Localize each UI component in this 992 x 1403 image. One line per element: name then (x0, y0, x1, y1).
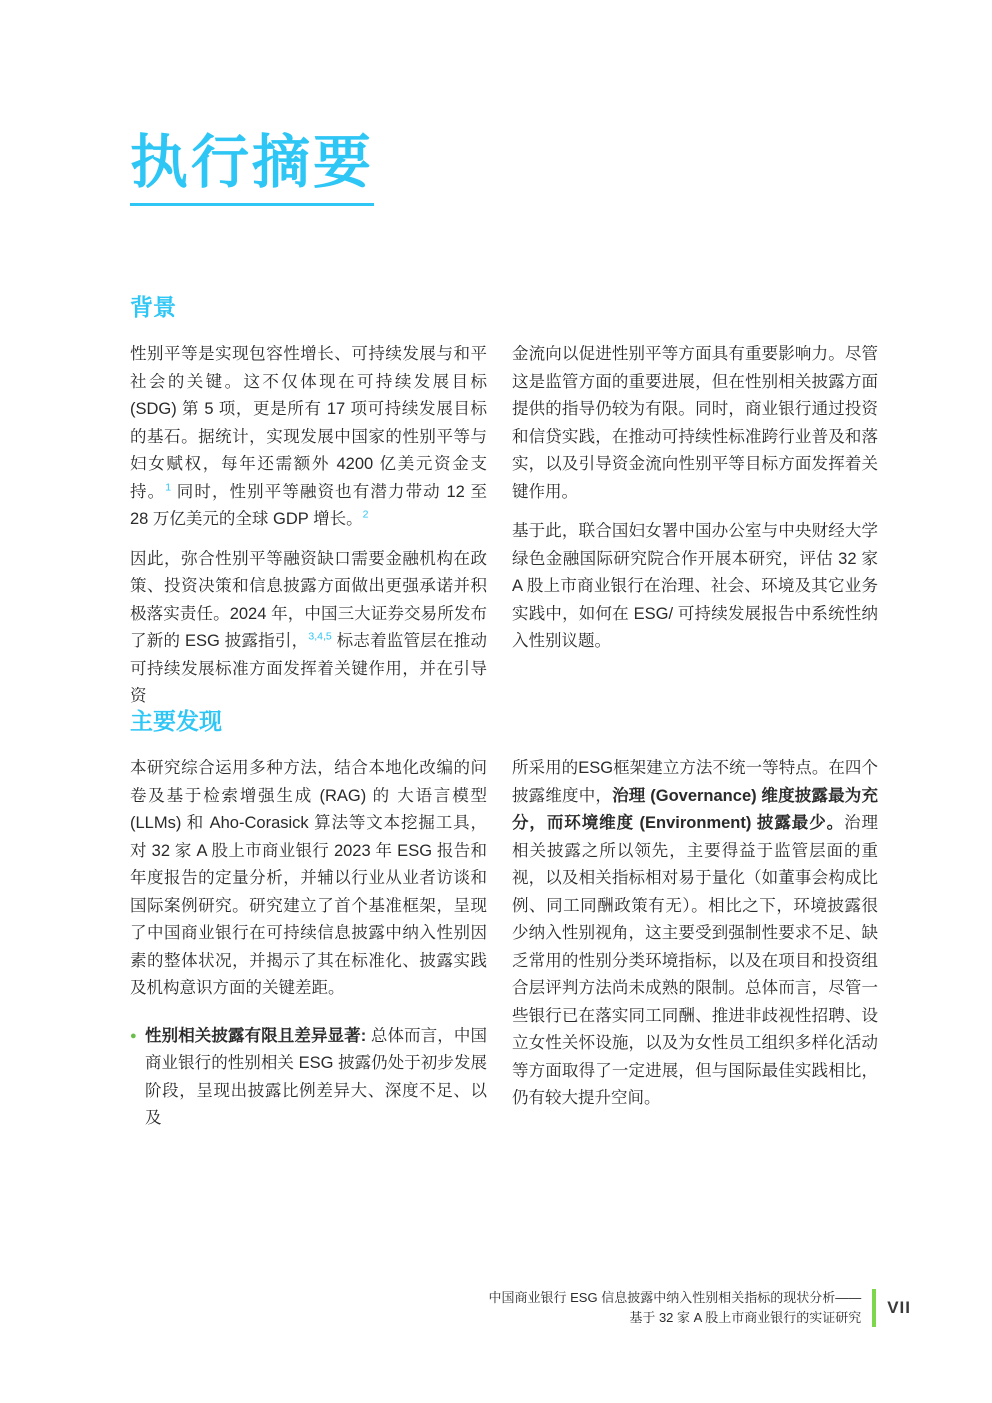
bullet-text (145, 1023, 487, 1133)
background-columns (130, 341, 878, 711)
background-column-2 (512, 341, 878, 711)
section-background (130, 292, 878, 711)
bullet-lead-bold: 性别相关披露有限且差异显著: (145, 1026, 367, 1045)
key-findings-column-1 (130, 755, 487, 1133)
page-number: VII (887, 1297, 911, 1317)
page-footer (489, 1288, 911, 1327)
bullet-icon: ● (130, 1029, 137, 1042)
paragraph: 本研究综合运用多种方法，结合本地化改编的问卷及基于检索增强生成 (RAG) 的 大语言模型 (LLMs) 和 Aho-Corasick 算法等文本挖掘工具，对 32 家 A 股上市商业银行 2023 年 ESG 报告和年度报告的定量分析，并辅以行业从业者访谈和国际案例研究。研究建立了首个基准框架，呈现了中国商业银行在可持续信息披露中纳入性别因素的整体状况，并揭示了其在标准化、披露实践及机构意识方面的关键差距。 (130, 759, 487, 997)
paragraph-text: 标志着监管层在推动可持续发展标准方面发挥着关键作用，并在引导资 (130, 632, 487, 705)
paragraph-text: 同时，性别平等融资也有潜力带动 12 至 28 万亿美元的全球 GDP 增长。 (130, 482, 488, 528)
footnote-ref-2[interactable]: 2 (362, 508, 369, 521)
list-item (130, 1023, 487, 1133)
footer-report-title (489, 1288, 862, 1327)
section-heading-key-findings: 主要发现 (130, 708, 222, 734)
page-title: 执行摘要 (130, 131, 374, 206)
key-findings-column-2 (512, 755, 878, 1133)
section-key-findings (130, 706, 878, 1133)
paragraph (130, 341, 487, 534)
paragraph: 金流向以促进性别平等方面具有重要影响力。尽管这是监管方面的重要进展，但在性别相关披露方面提供的指导仍较为有限。同时，商业银行通过投资和信贷实践，在推动可持续性标准跨行业普及和落实，以及引导资金流向性别平等目标方面发挥着关键作用。 (512, 345, 878, 501)
paragraph-text: 性别平等是实现包容性增长、可持续发展与和平社会的关键。这不仅体现在可持续发展目标 (SDG) 第 5 项，更是所有 17 项可持续发展目标的基石。据统计，实现发展中国家的性别平等与妇女赋权，每年还需额外 4200 亿美元资金支持。 (130, 345, 487, 501)
footer-title-line-1: 中国商业银行 ESG 信息披露中纳入性别相关指标的现状分析—— (488, 1290, 862, 1305)
bullet-body-text: 总体而言，中国商业银行的性别相关 ESG 披露仍处于初步发展阶段，呈现出披露比例差异大、深度不足、以及 (145, 1026, 487, 1127)
paragraph-text: 所采用的ESG框架建立方法不统一等特点。在四个披露维度中， (512, 759, 878, 805)
paragraph (512, 755, 878, 1113)
paragraph-text: 治理相关披露之所以领先，主要得益于监管层面的重视，以及相关指标相对易于量化（如董事会构成比例、同工同酬政策有无）。相比之下，环境披露很少纳入性别视角，这主要受到强制性要求不足、缺乏常用的性别分类环境指标，以及在项目和投资组合层评判方法尚未成熟的限制。总体而言，尽管一些银行已在落实同工同酬、推进非歧视性招聘、设立女性关怀设施，以及为女性员工组织多样化活动等方面取得了一定进展，但与国际最佳实践相比，仍有较大提升空间。 (512, 814, 878, 1107)
background-column-1 (130, 341, 487, 711)
footer-divider-bar (872, 1289, 876, 1327)
paragraph (130, 546, 487, 711)
footnote-ref-3-4-5[interactable]: 3,4,5 (308, 630, 332, 643)
paragraph-bold-text: 治理 (Governance) 维度披露最为充分，而环境维度 (Environment) 披露最少。 (512, 786, 878, 832)
title-block (130, 131, 374, 206)
footer-title-line-2: 基于 32 家 A 股上市商业银行的实证研究 (629, 1309, 862, 1325)
section-heading-background: 背景 (130, 294, 176, 320)
footnote-ref-1[interactable]: 1 (165, 481, 172, 493)
paragraph: 基于此，联合国妇女署中国办公室与中央财经大学绿色金融国际研究院合作开展本研究，评估 32 家 A 股上市商业银行在治理、社会、环境及其它业务实践中，如何在 ESG/ 可持续发展报告中系统性纳入性别议题。 (512, 522, 878, 650)
key-findings-columns (130, 755, 878, 1133)
paragraph-text: 因此，弥合性别平等融资缺口需要金融机构在政策、投资决策和信息披露方面做出更强承诺并积极落实责任。2024 年，中国三大证券交易所发布了新的 ESG 披露指引， (130, 549, 487, 650)
